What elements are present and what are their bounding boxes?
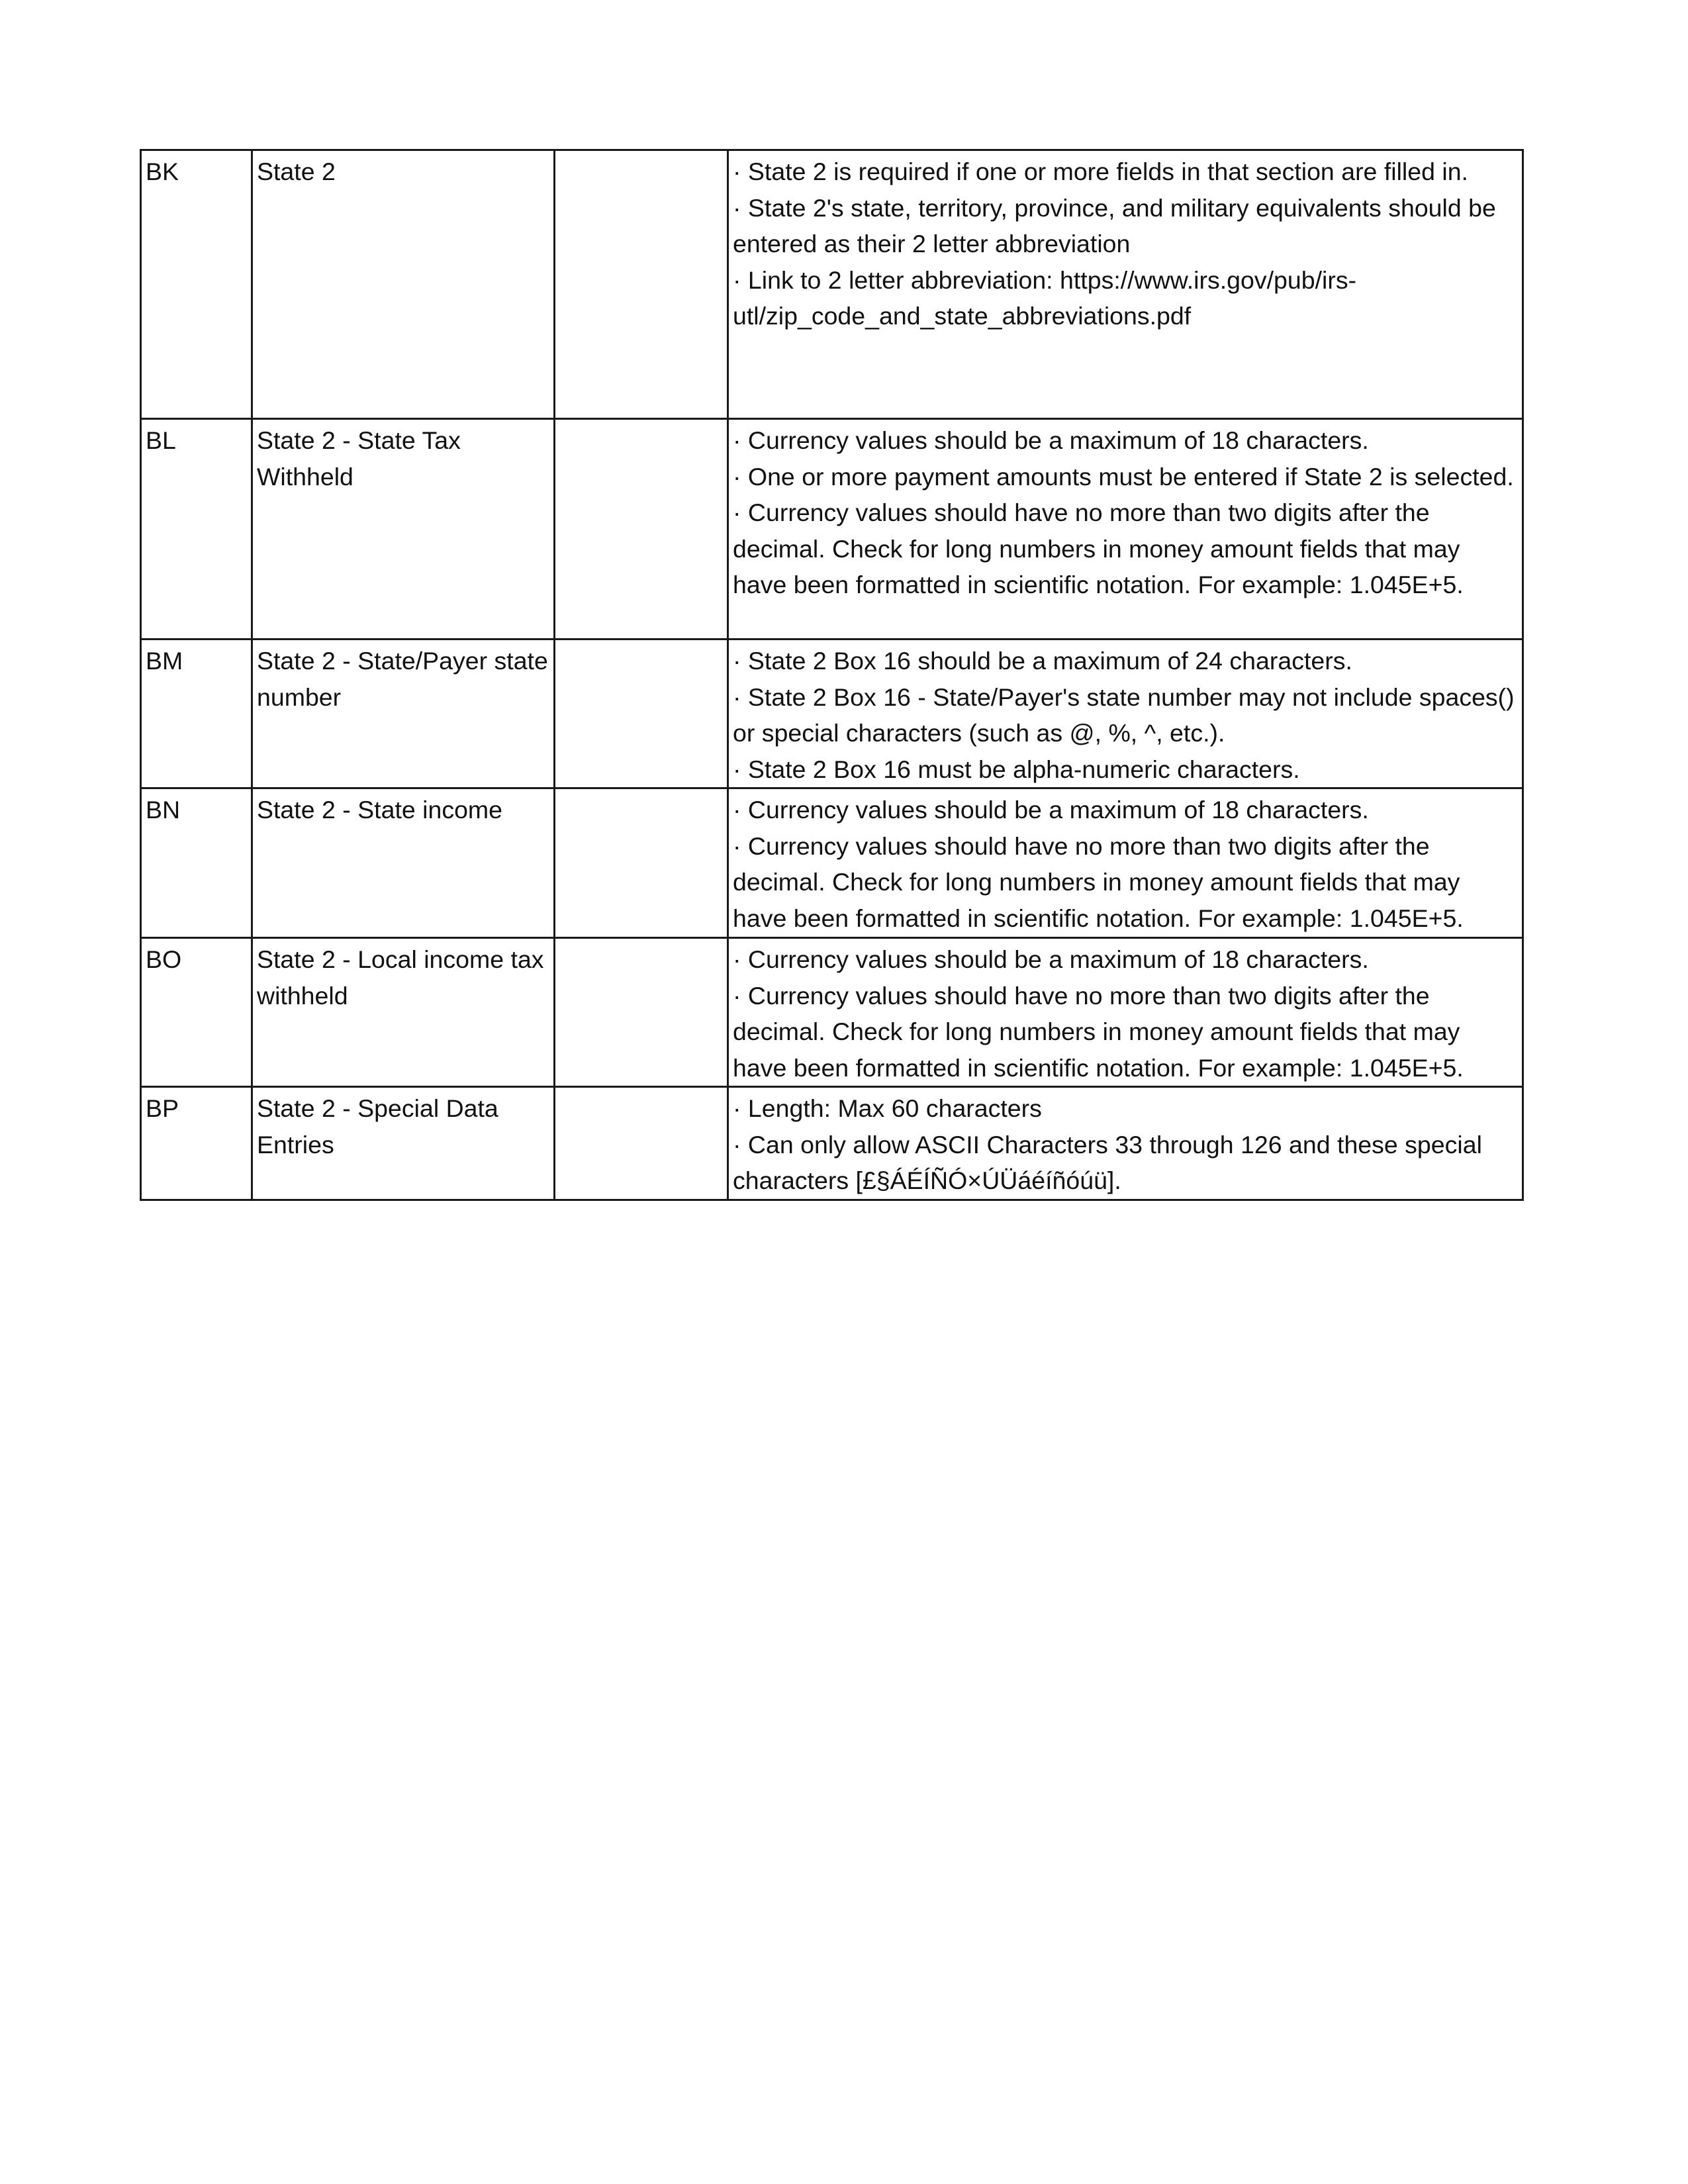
validation-rules-table bbox=[140, 149, 1524, 1201]
rule-line: · Currency values should be a maximum of 18 characters. bbox=[733, 426, 1369, 454]
column-code-cell: BM bbox=[141, 640, 252, 788]
table-row bbox=[141, 788, 1523, 938]
validation-rules-cell bbox=[728, 1087, 1523, 1200]
notes-cell bbox=[555, 419, 728, 640]
notes-cell bbox=[555, 1087, 728, 1200]
column-code-cell: BN bbox=[141, 788, 252, 938]
validation-rules-cell bbox=[728, 640, 1523, 788]
notes-cell bbox=[555, 938, 728, 1087]
column-code-cell: BO bbox=[141, 938, 252, 1087]
rule-line: · State 2 Box 16 must be alpha-numeric characters. bbox=[733, 755, 1300, 783]
validation-rules-cell bbox=[728, 788, 1523, 938]
rule-line: · Link to 2 letter abbreviation: https://www.irs.gov/pub/irs-utl/zip_code_and_state_abbreviations.pdf bbox=[733, 265, 1357, 330]
field-name-cell: State 2 - State income bbox=[252, 788, 555, 938]
rule-line: · Currency values should have no more than two digits after the decimal. Check for long numbers in money amount fields that may have been formatted in scientific notation. For example: 1.045E+5. bbox=[733, 981, 1464, 1082]
field-name-cell: State 2 bbox=[252, 150, 555, 419]
table-row bbox=[141, 419, 1523, 640]
column-code-cell: BK bbox=[141, 150, 252, 419]
column-code-cell: BP bbox=[141, 1087, 252, 1200]
field-name-cell: State 2 - State/Payer state number bbox=[252, 640, 555, 788]
rule-line: · Can only allow ASCII Characters 33 through 126 and these special characters [£§ÁÉÍÑÓ×ÚÜáéíñóúü]. bbox=[733, 1130, 1482, 1194]
rule-line: · One or more payment amounts must be entered if State 2 is selected. bbox=[733, 462, 1514, 491]
notes-cell bbox=[555, 150, 728, 419]
table-row bbox=[141, 938, 1523, 1087]
notes-cell bbox=[555, 640, 728, 788]
validation-rules-cell bbox=[728, 419, 1523, 640]
rule-line: · Currency values should be a maximum of 18 characters. bbox=[733, 796, 1369, 824]
field-name-cell: State 2 - State Tax Withheld bbox=[252, 419, 555, 640]
validation-rules-cell bbox=[728, 150, 1523, 419]
field-name-cell: State 2 - Local income tax withheld bbox=[252, 938, 555, 1087]
rule-line: · Currency values should have no more than two digits after the decimal. Check for long numbers in money amount fields that may have been formatted in scientific notation. For example: 1.045E+5. bbox=[733, 499, 1464, 598]
table-row bbox=[141, 640, 1523, 788]
notes-cell bbox=[555, 788, 728, 938]
column-code-cell: BL bbox=[141, 419, 252, 640]
rule-line: · State 2 is required if one or more fields in that section are filled in. bbox=[733, 158, 1468, 185]
table-row bbox=[141, 1087, 1523, 1200]
field-name-cell: State 2 - Special Data Entries bbox=[252, 1087, 555, 1200]
rule-line: · State 2 Box 16 - State/Payer's state number may not include spaces() or special characters (such as @, %, ^, etc.). bbox=[733, 683, 1515, 747]
rule-line: · State 2's state, territory, province, and military equivalents should be entered as their 2 letter abbreviation bbox=[733, 193, 1496, 258]
table-row bbox=[141, 150, 1523, 419]
rule-line: · Currency values should be a maximum of 18 characters. bbox=[733, 945, 1369, 973]
rule-line: · State 2 Box 16 should be a maximum of 24 characters. bbox=[733, 647, 1352, 675]
rule-line: · Length: Max 60 characters bbox=[733, 1094, 1042, 1122]
validation-rules-cell bbox=[728, 938, 1523, 1087]
rule-line: · Currency values should have no more than two digits after the decimal. Check for long numbers in money amount fields that may have been formatted in scientific notation. For example: 1.045E+5. bbox=[733, 831, 1464, 932]
